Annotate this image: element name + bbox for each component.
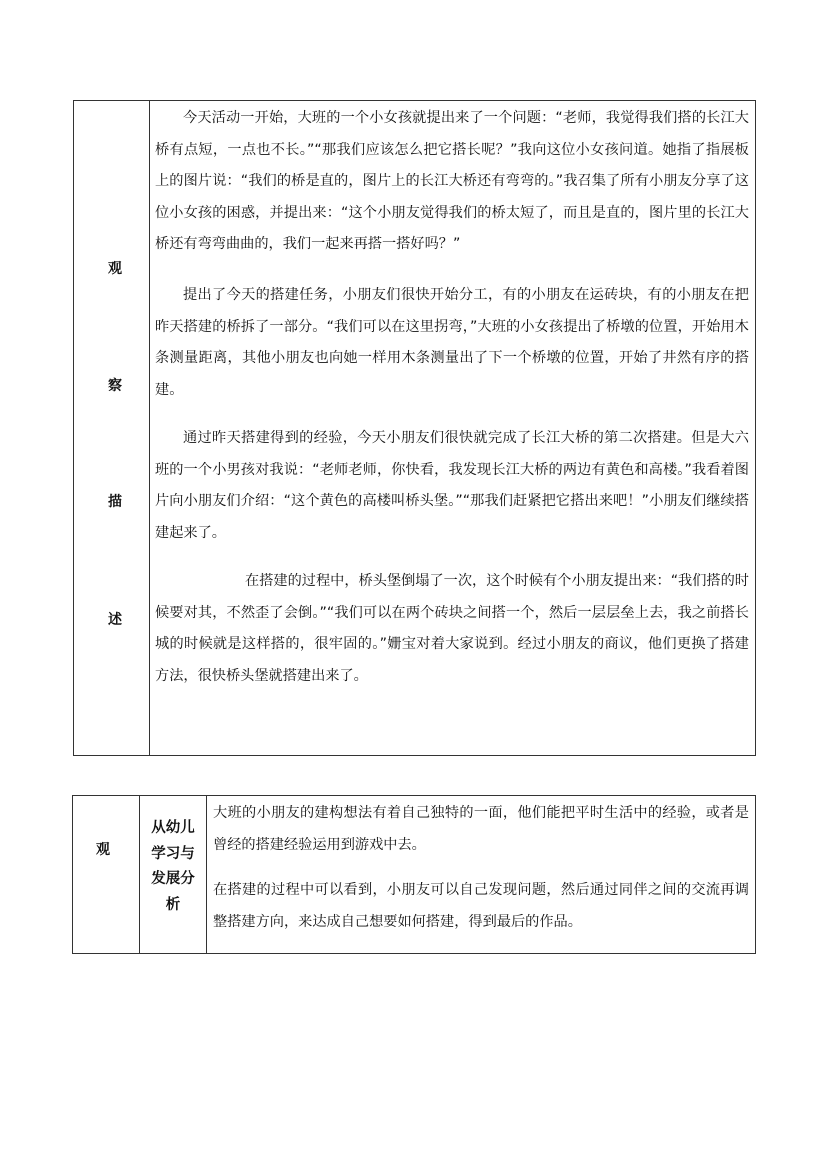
analysis-label-line: 发展分 — [151, 871, 195, 887]
observation-paragraph: 提出了今天的搭建任务，小朋友们很快开始分工，有的小朋友在运砖块，有的小朋友在把昨天搭建的桥拆了一部分。“我们可以在这里拐弯，”大班的小女孩提出了桥墩的位置，开始用木条测量距离，其他小朋友也向她一样用木条测量出了下一个桥墩的位置，开始了井然有序的搭建。 — [155, 287, 749, 398]
analysis-label-line: 从幼儿 — [151, 820, 195, 836]
column-divider — [149, 101, 150, 755]
side-label-char: 描 — [108, 494, 122, 510]
observation-table — [73, 100, 756, 756]
analysis-label-line: 学习与 — [151, 845, 195, 862]
column-divider — [206, 796, 207, 953]
side-label-char: 述 — [108, 612, 122, 628]
analysis-paragraph: 大班的小朋友的建构想法有着自己独特的一面，他们能把平时生活中的经验，或者是曾经的搭建经验运用到游戏中去。 — [213, 805, 749, 853]
observation-paragraph: 通过昨天搭建得到的经验，今天小朋友们很快就完成了长江大桥的第二次搭建。但是大六班的一个小男孩对我说：“老师老师，你快看，我发现长江大桥的两边有黄色和高楼。”我看着图片向小朋友们介绍：“这个黄色的高楼叫桥头堡。”“那我们赶紧把它搭出来吧！”小朋友们继续搭建起来了。 — [155, 430, 749, 541]
observation-paragraph: 今天活动一开始，大班的一个小女孩就提出来了一个问题：“老师，我觉得我们搭的长江大桥有点短，一点也不长。”“那我们应该怎么把它搭长呢？”我向这位小女孩问道。她指了指展板上的图片说：“我们的桥是直的，图片上的长江大桥还有弯弯的。”我召集了所有小朋友分享了这位小女孩的困惑，并提出来：“这个小朋友觉得我们的桥太短了，而且是直的，图片里的长江大桥还有弯弯曲曲的，我们一起来再搭一搭好吗？” — [155, 110, 749, 252]
analysis-table — [72, 795, 756, 954]
outer-label: 观 — [96, 842, 110, 858]
analysis-paragraph: 在搭建的过程中可以看到，小朋友可以自己发现问题，然后通过同伴之间的交流再调整搭建方向，来达成自己想要如何搭建，得到最后的作品。 — [213, 882, 749, 930]
analysis-label — [140, 816, 206, 918]
side-label-char: 察 — [108, 378, 122, 394]
analysis-label-line: 析 — [165, 896, 181, 913]
observation-paragraph: 在搭建的过程中，桥头堡倒塌了一次，这个时候有个小朋友提出来：“我们搭的时候要对其，不然歪了会倒。”“我们可以在两个砖块之间搭一个，然后一层层垒上去，我之前搭长城的时候就是这样搭的，很牢固的。”姗宝对着大家说到。经过小朋友的商议，他们更换了搭建方法，很快桥头堡就搭建出来了。 — [155, 573, 749, 684]
side-label-char: 观 — [108, 261, 122, 277]
